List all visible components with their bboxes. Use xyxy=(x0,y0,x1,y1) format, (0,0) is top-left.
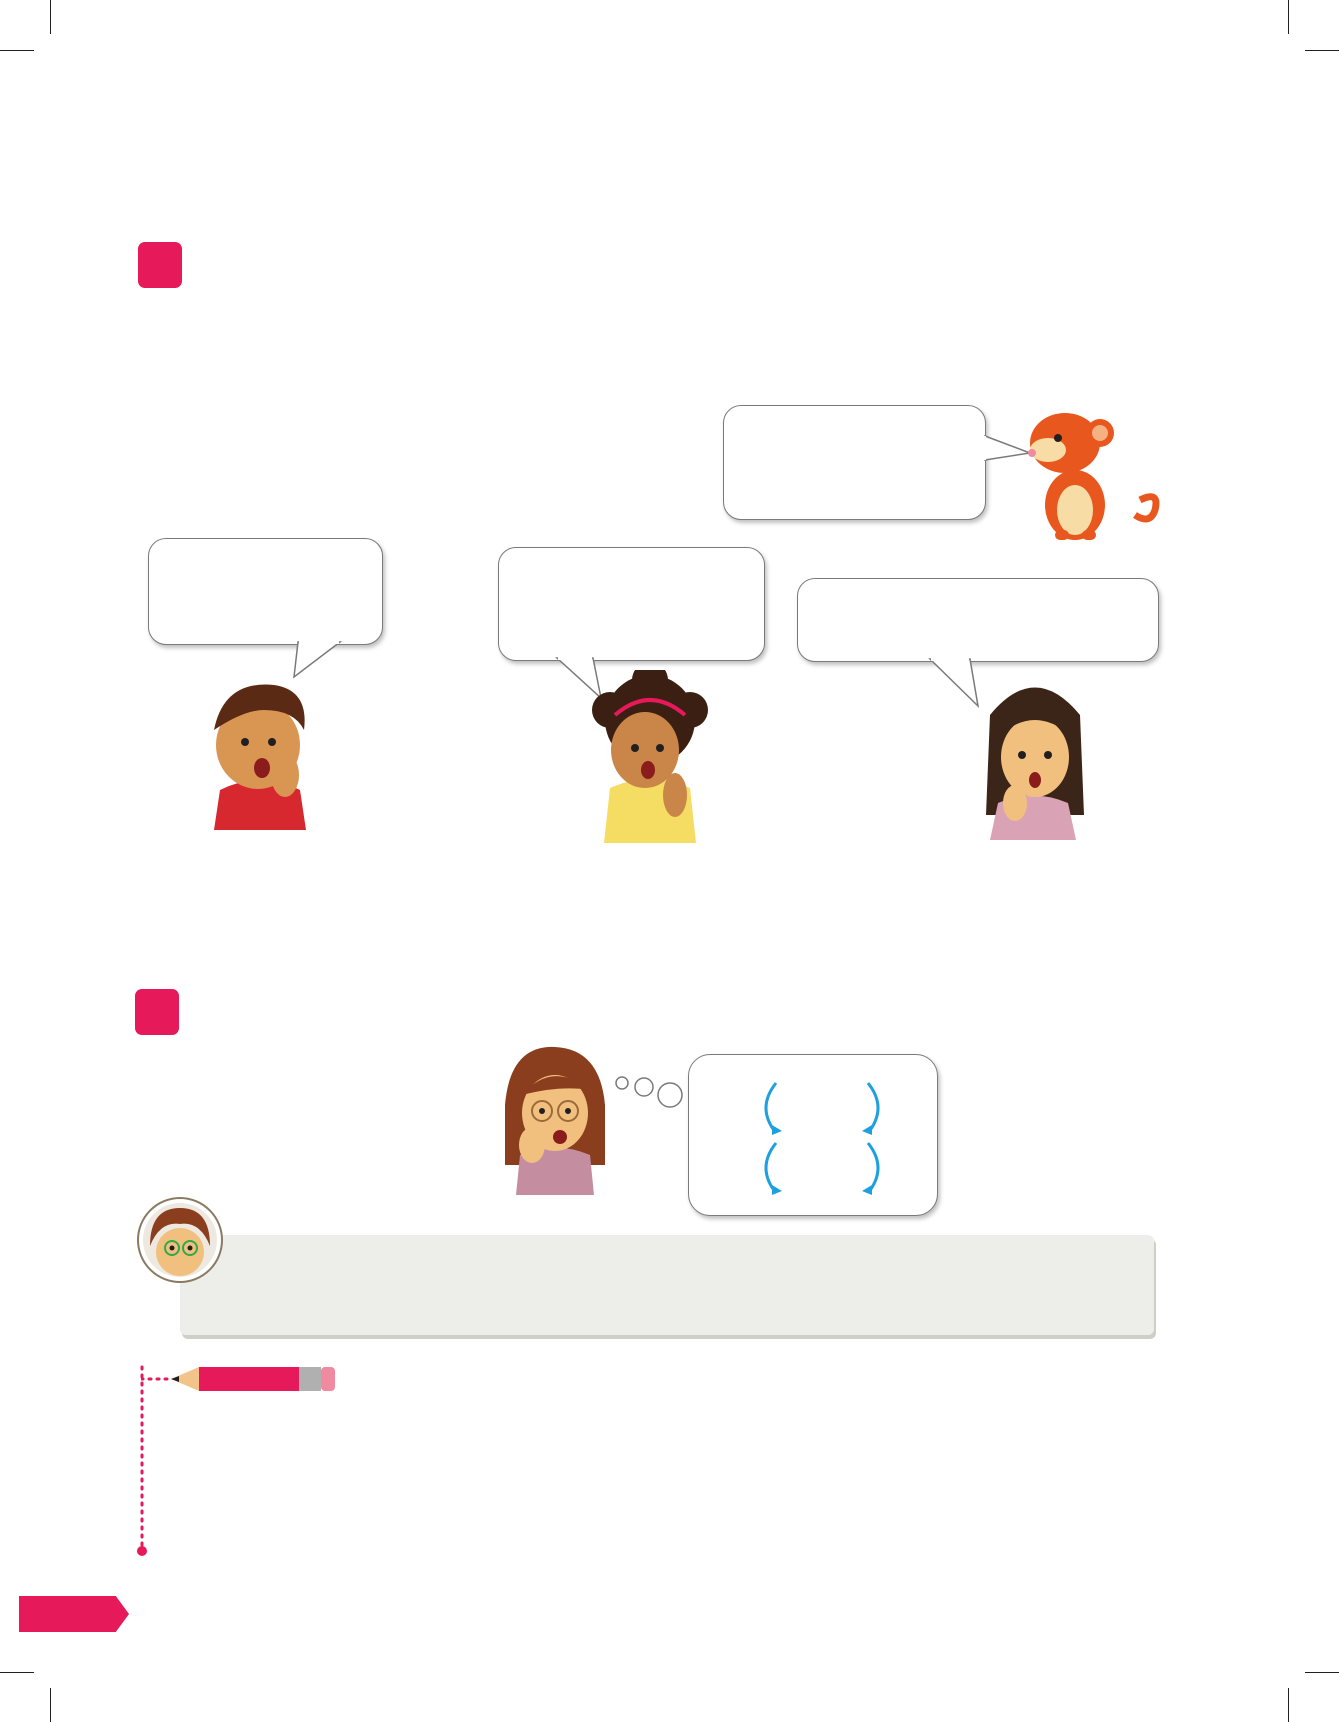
arrows xyxy=(750,1075,880,1205)
ema-illustration xyxy=(500,1045,610,1195)
avatar xyxy=(136,1196,224,1284)
question-number-badge xyxy=(135,989,179,1035)
speech-bubble-boy xyxy=(148,538,383,645)
info-box xyxy=(180,1235,1154,1335)
exercise-item xyxy=(168,1476,178,1504)
girl-curly-illustration xyxy=(590,670,710,845)
boy-illustration xyxy=(200,680,320,830)
exercise-item xyxy=(502,1527,512,1555)
girl-dark-hair-illustration xyxy=(980,685,1090,840)
speech-bubble-girl-curly xyxy=(498,547,765,661)
page-number-tab xyxy=(19,1596,129,1632)
thought-dots xyxy=(614,1073,684,1113)
bubble-tail xyxy=(290,642,350,682)
crop-mark xyxy=(1305,50,1339,51)
crop-mark xyxy=(1305,1672,1339,1673)
speech-bubble-monkey xyxy=(723,405,986,520)
crop-mark xyxy=(0,1672,34,1673)
monkey-illustration xyxy=(1020,405,1170,545)
crop-mark xyxy=(50,1688,51,1722)
speech-bubble-girl-dark xyxy=(797,578,1159,662)
question-1a xyxy=(197,311,205,339)
exercise-item xyxy=(502,1476,512,1504)
crop-mark xyxy=(50,0,51,34)
pencil-icon xyxy=(141,1364,341,1394)
crop-mark xyxy=(1288,1688,1289,1722)
exercise-item xyxy=(837,1527,847,1555)
crop-mark xyxy=(0,50,34,51)
question-number-badge xyxy=(138,242,182,288)
dotted-guide xyxy=(137,1365,149,1565)
crop-mark xyxy=(1288,0,1289,34)
question-1b xyxy=(197,468,205,496)
exercise-item xyxy=(837,1476,847,1504)
exercise-item xyxy=(168,1527,178,1555)
